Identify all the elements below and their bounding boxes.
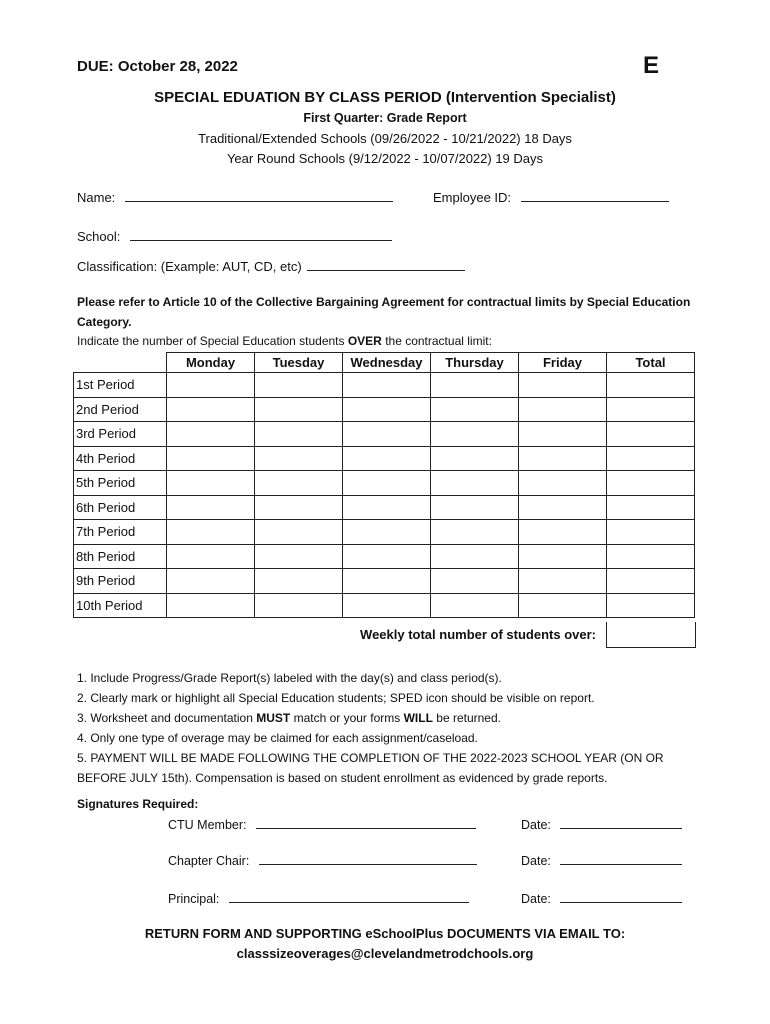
count-cell[interactable] — [431, 397, 519, 422]
count-cell[interactable] — [255, 593, 343, 618]
note-item — [77, 708, 697, 728]
classification-label: Classification: (Example: AUT, CD, etc) — [77, 259, 302, 274]
principal-signature-field[interactable] — [229, 890, 469, 903]
indicate-instruction — [77, 334, 492, 348]
note-text: 3. Worksheet and documentation — [77, 711, 257, 725]
corner-cell — [74, 353, 167, 373]
employee-id-field[interactable] — [521, 189, 669, 202]
ctu-date-field[interactable] — [560, 816, 682, 829]
period-label: 1st Period — [74, 373, 167, 398]
chair-date-row — [521, 852, 682, 868]
note-emphasis: WILL — [403, 711, 433, 725]
name-row — [77, 189, 393, 205]
count-cell[interactable] — [167, 520, 255, 545]
count-cell[interactable] — [167, 446, 255, 471]
table-header-row — [74, 353, 695, 373]
count-cell[interactable] — [167, 593, 255, 618]
count-cell[interactable] — [343, 520, 431, 545]
chair-label: Chapter Chair: — [168, 854, 250, 868]
traditional-dates: Traditional/Extended Schools (09/26/2022 - 10/21/2022) 18 Days — [198, 131, 572, 146]
table-row — [74, 446, 695, 471]
count-cell[interactable] — [519, 569, 607, 594]
due-date: DUE: October 28, 2022 — [77, 58, 238, 75]
classification-row — [77, 258, 465, 274]
count-cell[interactable] — [255, 471, 343, 496]
note-emphasis: MUST — [256, 711, 291, 725]
count-cell[interactable] — [519, 373, 607, 398]
count-cell[interactable] — [607, 544, 695, 569]
count-cell[interactable] — [607, 471, 695, 496]
table-row — [74, 471, 695, 496]
count-cell[interactable] — [519, 397, 607, 422]
period-label: 2nd Period — [74, 397, 167, 422]
date-label: Date: — [521, 854, 551, 868]
count-cell[interactable] — [607, 373, 695, 398]
form-title: SPECIAL EDUATION BY CLASS PERIOD (Intervention Specialist) — [154, 89, 616, 106]
weekly-total-label: Weekly total number of students over: — [360, 627, 596, 642]
count-cell[interactable] — [343, 446, 431, 471]
name-label: Name: — [77, 190, 116, 205]
ctu-label: CTU Member: — [168, 818, 247, 832]
period-label: 3rd Period — [74, 422, 167, 447]
count-cell[interactable] — [343, 569, 431, 594]
overage-table — [73, 352, 695, 618]
note-text: be returned. — [432, 711, 501, 725]
period-label: 10th Period — [74, 593, 167, 618]
principal-signature-row — [168, 890, 469, 906]
principal-date-field[interactable] — [560, 890, 682, 903]
chair-date-field[interactable] — [560, 852, 682, 865]
year-round-dates: Year Round Schools (9/12/2022 - 10/07/2022) 19 Days — [226, 151, 544, 166]
count-cell[interactable] — [343, 373, 431, 398]
school-row — [77, 228, 392, 244]
count-cell[interactable] — [519, 520, 607, 545]
count-cell[interactable] — [343, 471, 431, 496]
count-cell[interactable] — [607, 593, 695, 618]
form-letter: E — [643, 52, 660, 79]
count-cell[interactable] — [519, 593, 607, 618]
count-cell[interactable] — [431, 520, 519, 545]
principal-date-row — [521, 890, 682, 906]
count-cell[interactable] — [431, 422, 519, 447]
ctu-signature-row — [168, 816, 476, 832]
count-cell[interactable] — [167, 544, 255, 569]
school-field[interactable] — [130, 228, 392, 241]
count-cell[interactable] — [607, 495, 695, 520]
count-cell[interactable] — [167, 471, 255, 496]
period-label: 7th Period — [74, 520, 167, 545]
count-cell[interactable] — [167, 495, 255, 520]
count-cell[interactable] — [255, 446, 343, 471]
period-label: 5th Period — [74, 471, 167, 496]
count-cell[interactable] — [607, 446, 695, 471]
count-cell[interactable] — [255, 495, 343, 520]
count-cell[interactable] — [343, 397, 431, 422]
count-cell[interactable] — [167, 373, 255, 398]
chair-signature-row — [168, 852, 477, 868]
column-header: Monday — [167, 353, 255, 373]
classification-field[interactable] — [307, 258, 465, 271]
count-cell[interactable] — [255, 397, 343, 422]
note-item: 2. Clearly mark or highlight all Special Education students; SPED icon should be visible on report. — [77, 691, 595, 705]
count-cell[interactable] — [343, 544, 431, 569]
count-cell[interactable] — [255, 422, 343, 447]
count-cell[interactable] — [519, 422, 607, 447]
count-cell[interactable] — [431, 495, 519, 520]
count-cell[interactable] — [431, 373, 519, 398]
note-item-continued: BEFORE JULY 15th). Compensation is based on student enrollment as evidenced by grade reports. — [77, 771, 608, 785]
count-cell[interactable] — [519, 495, 607, 520]
period-label: 9th Period — [74, 569, 167, 594]
signatures-heading: Signatures Required: — [77, 797, 199, 811]
indicate-text: Indicate the number of Special Education students — [77, 334, 348, 348]
employee-id-row — [433, 189, 669, 205]
count-cell[interactable] — [343, 422, 431, 447]
table-row — [74, 495, 695, 520]
form-subtitle: First Quarter: Grade Report — [303, 111, 467, 125]
indicate-emphasis: OVER — [347, 334, 382, 348]
count-cell[interactable] — [519, 544, 607, 569]
table-row — [74, 520, 695, 545]
table-row — [74, 569, 695, 594]
period-label: 6th Period — [74, 495, 167, 520]
column-header: Tuesday — [255, 353, 343, 373]
note-text: match or your forms — [290, 711, 404, 725]
column-header: Friday — [519, 353, 607, 373]
name-field[interactable] — [125, 189, 393, 202]
table-row — [74, 422, 695, 447]
count-cell[interactable] — [167, 569, 255, 594]
count-cell[interactable] — [255, 373, 343, 398]
chair-signature-field[interactable] — [259, 852, 477, 865]
count-cell[interactable] — [431, 544, 519, 569]
employee-id-label: Employee ID: — [433, 190, 512, 205]
return-instructions: RETURN FORM AND SUPPORTING eSchoolPlus DOCUMENTS VIA EMAIL TO: — [144, 926, 626, 941]
count-cell[interactable] — [255, 544, 343, 569]
count-cell[interactable] — [431, 569, 519, 594]
note-item: 5. PAYMENT WILL BE MADE FOLLOWING THE COMPLETION OF THE 2022-2023 SCHOOL YEAR (ON OR — [77, 751, 664, 765]
period-label: 4th Period — [74, 446, 167, 471]
count-cell[interactable] — [167, 397, 255, 422]
note-item: 1. Include Progress/Grade Report(s) labeled with the day(s) and class period(s). — [77, 671, 502, 685]
count-cell[interactable] — [167, 422, 255, 447]
note-item: 4. Only one type of overage may be claimed for each assignment/caseload. — [77, 731, 478, 745]
date-label: Date: — [521, 892, 551, 906]
article-reference: Please refer to Article 10 of the Collective Bargaining Agreement for contractual limits by Special Education Category. — [77, 295, 691, 329]
column-header: Wednesday — [343, 353, 431, 373]
ctu-date-row — [521, 816, 682, 832]
count-cell[interactable] — [343, 495, 431, 520]
table-row — [74, 397, 695, 422]
ctu-signature-field[interactable] — [256, 816, 476, 829]
school-label: School: — [77, 229, 121, 244]
table-row — [74, 544, 695, 569]
count-cell[interactable] — [519, 471, 607, 496]
table-row — [74, 373, 695, 398]
count-cell[interactable] — [255, 520, 343, 545]
table-row — [74, 593, 695, 618]
count-cell[interactable] — [607, 520, 695, 545]
count-cell[interactable] — [519, 446, 607, 471]
column-header: Thursday — [431, 353, 519, 373]
weekly-total-field[interactable] — [606, 622, 696, 648]
return-email-link[interactable]: classsizeoverages@clevelandmetrodchools.org — [236, 946, 534, 961]
notes-list — [77, 668, 697, 788]
count-cell[interactable] — [607, 422, 695, 447]
indicate-text-end: the contractual limit: — [381, 334, 492, 348]
count-cell[interactable] — [431, 593, 519, 618]
count-cell[interactable] — [607, 397, 695, 422]
column-header: Total — [607, 353, 695, 373]
count-cell[interactable] — [255, 569, 343, 594]
principal-label: Principal: — [168, 892, 220, 906]
date-label: Date: — [521, 818, 551, 832]
count-cell[interactable] — [343, 593, 431, 618]
period-label: 8th Period — [74, 544, 167, 569]
count-cell[interactable] — [607, 569, 695, 594]
count-cell[interactable] — [431, 446, 519, 471]
count-cell[interactable] — [431, 471, 519, 496]
